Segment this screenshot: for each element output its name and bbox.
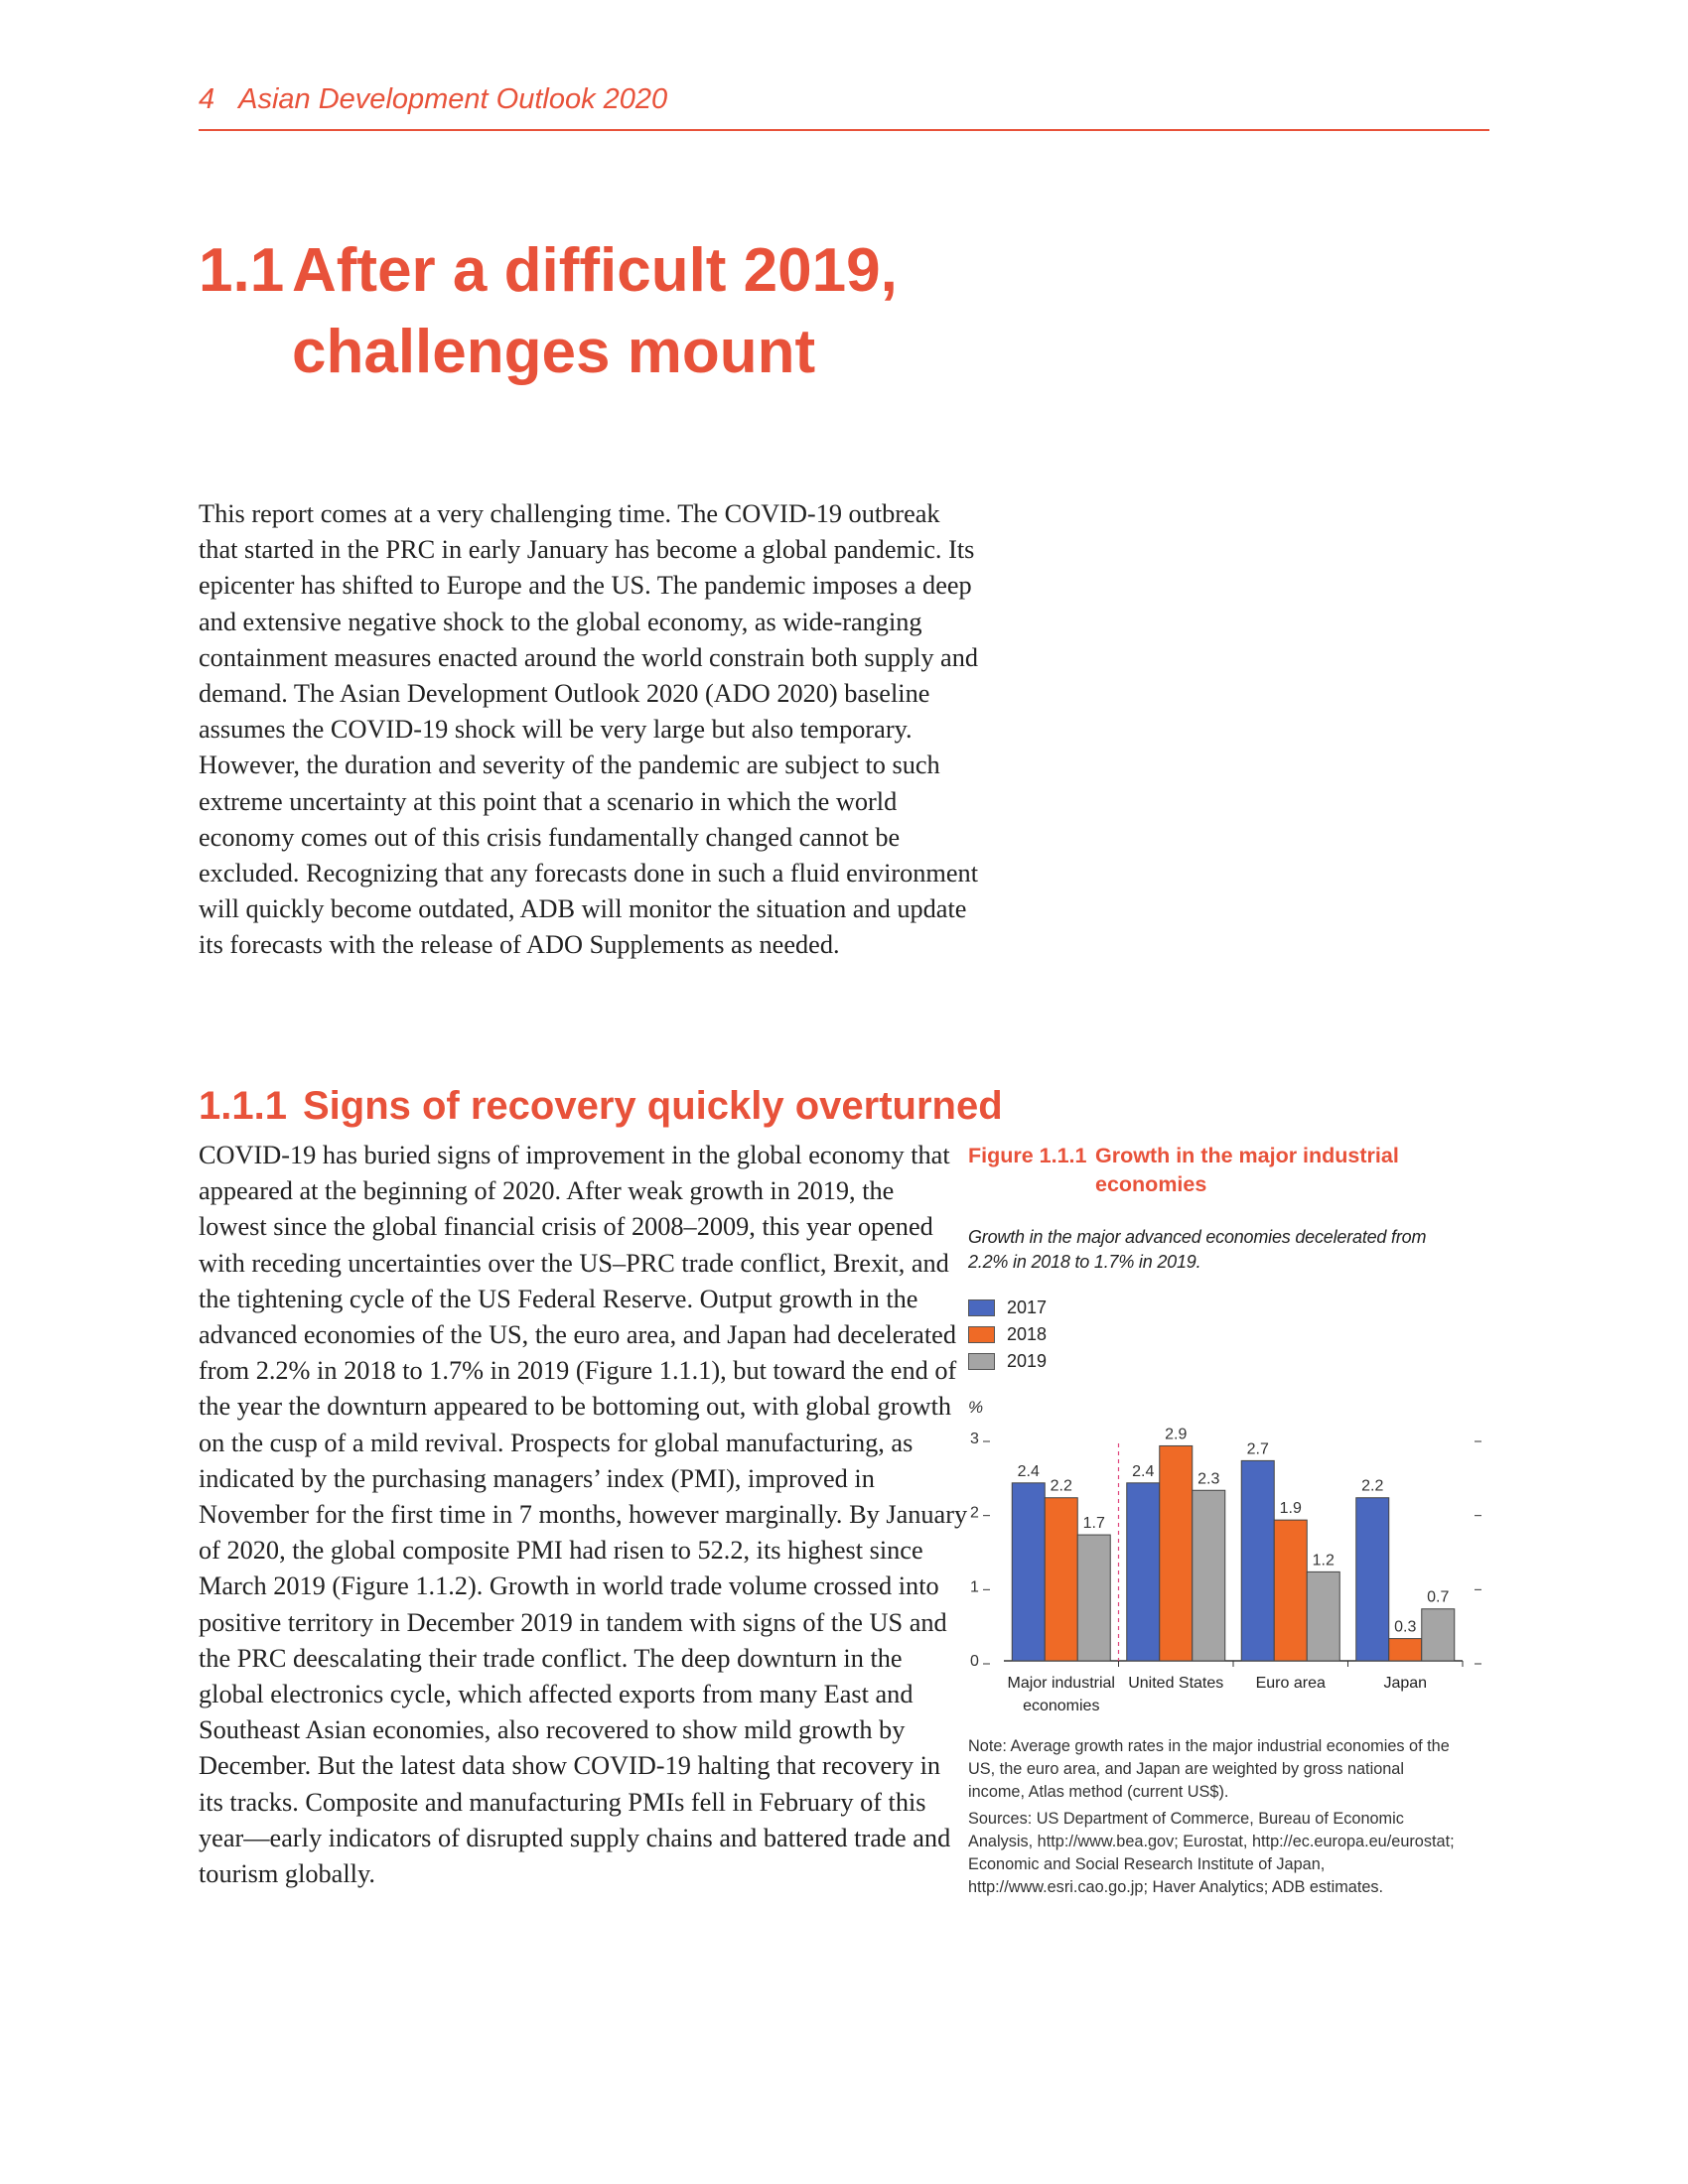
bar-2018 bbox=[1274, 1520, 1307, 1661]
chart-area bbox=[968, 1390, 1489, 1727]
chapter-title-text: After a difficult 2019, challenges mount bbox=[292, 236, 898, 386]
data-label: 1.9 bbox=[1279, 1500, 1302, 1518]
chapter-title bbox=[199, 230, 1092, 393]
y-tick-label: 3 bbox=[970, 1431, 979, 1447]
data-label: 0.7 bbox=[1427, 1588, 1450, 1606]
figure-block bbox=[968, 1142, 1489, 1375]
chapter-number: 1.1 bbox=[199, 236, 285, 305]
bar-2019 bbox=[1307, 1571, 1339, 1661]
data-label: 2.7 bbox=[1246, 1440, 1269, 1458]
data-label: 2.4 bbox=[1132, 1462, 1155, 1480]
figure-notes bbox=[968, 1735, 1465, 1902]
section-number: 1.1.1 bbox=[199, 1084, 287, 1128]
bar-2019 bbox=[1077, 1535, 1110, 1661]
x-tick-label: Japan bbox=[1383, 1675, 1428, 1692]
bar-2017 bbox=[1356, 1498, 1389, 1661]
chart-legend bbox=[968, 1295, 1489, 1375]
legend-item-2018 bbox=[968, 1321, 1489, 1348]
bar-2017 bbox=[1012, 1483, 1045, 1661]
legend-item-2019 bbox=[968, 1348, 1489, 1375]
figure-sources: Sources: US Department of Commerce, Bureau of Economic Analysis, http://www.bea.gov; Eurostat, http://ec.europa.eu/eurostat; Economic and Social Research Institute of Japan, http://www.esri.cao.go.jp; Haver Analytics; ADB estimates. bbox=[968, 1809, 1455, 1897]
intro-paragraph: This report comes at a very challenging time. The COVID-19 outbreak that started in the PRC in early January has become a global pandemic. Its epicenter has shifted to Europe and the US. The pandemic imposes a deep and extensive negative shock to the global economy, as wide-ranging containment measures enacted around the world constrain both supply and demand. The Asian Development Outlook 2020 (ADO 2020) baseline assumes the COVID-19 shock will be very large but also temporary. However, the duration and severity of the pandemic are subject to such extreme uncertainty at this point that a scenario in which the world economy comes out of this crisis fundamentally changed cannot be excluded. Recognizing that any forecasts done in such a fluid environment will quickly become outdated, ADB will monitor the situation and update its forecasts with the release of ADO Supplements as needed. bbox=[199, 499, 979, 960]
running-title: Asian Development Outlook 2020 bbox=[238, 83, 668, 115]
section-paragraph: COVID-19 has buried signs of improvement in the global economy that appeared at the beginning of 2020. After weak growth in 2019, the lowest since the global financial crisis of 2008–2009, this year opened with receding uncertainties over the US–PRC trade conflict, Brexit, and the tightening cycle of the US Federal Reserve. Output growth in the advanced economies of the US, the euro area, and Japan had decelerated from 2.2% in 2018 to 1.7% in 2019 (Figure 1.1.1), but toward the end of the year the downturn appeared to be bottoming out, with global growth on the cusp of a mild revival. Prospects for global manufacturing, as indicated by the purchasing managers’ index (PMI), improved in November for the first time in 7 months, however marginally. By January of 2020, the global composite PMI had risen to 52.2, its highest since March 2019 (Figure 1.1.2). Growth in world trade volume crossed into positive territory in December 2019 in tandem with signs of the US and the PRC deescalating their trade conflict. The deep downturn in the global electronics cycle, which affected exports from many East and Southeast Asian economies, also recovered to show mild growth by December. But the latest data show COVID-19 halting that recovery in its tracks. Composite and manufacturing PMIs fell in February of this year—early indicators of disrupted supply chains and battered trade and tourism globally. bbox=[199, 1141, 968, 1889]
legend-swatch-2019 bbox=[968, 1353, 995, 1370]
legend-label-2017: 2017 bbox=[1007, 1297, 1048, 1317]
figure-note: Note: Average growth rates in the major industrial economies of the US, the euro area, and Japan are weighted by gross national income, Atlas method (current US$). bbox=[968, 1737, 1450, 1802]
figure-title: Growth in the major industrial economies bbox=[1095, 1144, 1399, 1196]
bar-2017 bbox=[1241, 1460, 1274, 1661]
page-number: 4 bbox=[199, 83, 215, 115]
x-tick-label: United States bbox=[1128, 1675, 1224, 1692]
bar-2018 bbox=[1160, 1445, 1193, 1661]
y-tick-label: 2 bbox=[970, 1504, 979, 1522]
legend-swatch-2017 bbox=[968, 1299, 995, 1316]
data-label: 2.2 bbox=[1361, 1477, 1384, 1495]
data-label: 1.2 bbox=[1312, 1552, 1335, 1570]
x-tick-label: Euro area bbox=[1255, 1675, 1326, 1692]
legend-item-2017 bbox=[968, 1295, 1489, 1321]
data-label: 2.4 bbox=[1017, 1462, 1040, 1480]
data-label: 1.7 bbox=[1082, 1515, 1105, 1533]
legend-label-2019: 2019 bbox=[1007, 1351, 1048, 1371]
x-tick-label: Major industrial bbox=[1007, 1675, 1115, 1692]
running-head bbox=[199, 83, 1489, 131]
section-title-text: Signs of recovery quickly overturned bbox=[302, 1084, 1003, 1128]
figure-subtitle: Growth in the major advanced economies decelerated from 2.2% in 2018 to 1.7% in 2019. bbox=[968, 1227, 1427, 1272]
figure-caption bbox=[968, 1142, 1489, 1199]
data-label: 2.9 bbox=[1165, 1426, 1188, 1443]
y-tick-label: 0 bbox=[970, 1653, 979, 1670]
figure-label: Figure 1.1.1 bbox=[968, 1144, 1087, 1167]
bar-2018 bbox=[1045, 1498, 1077, 1661]
bar-2019 bbox=[1422, 1609, 1455, 1661]
bar-chart bbox=[968, 1390, 1489, 1727]
data-label: 2.2 bbox=[1050, 1477, 1072, 1495]
y-axis-label: % bbox=[968, 1398, 984, 1417]
section-title bbox=[199, 1084, 1003, 1129]
legend-swatch-2018 bbox=[968, 1326, 995, 1343]
data-label: 0.3 bbox=[1394, 1618, 1417, 1636]
y-tick-label: 1 bbox=[970, 1578, 979, 1596]
legend-label-2018: 2018 bbox=[1007, 1324, 1048, 1344]
x-tick-label: economies bbox=[1023, 1698, 1100, 1714]
bar-2019 bbox=[1193, 1490, 1225, 1661]
data-label: 2.3 bbox=[1197, 1470, 1220, 1488]
bar-2018 bbox=[1389, 1639, 1422, 1661]
bar-2017 bbox=[1127, 1483, 1160, 1661]
